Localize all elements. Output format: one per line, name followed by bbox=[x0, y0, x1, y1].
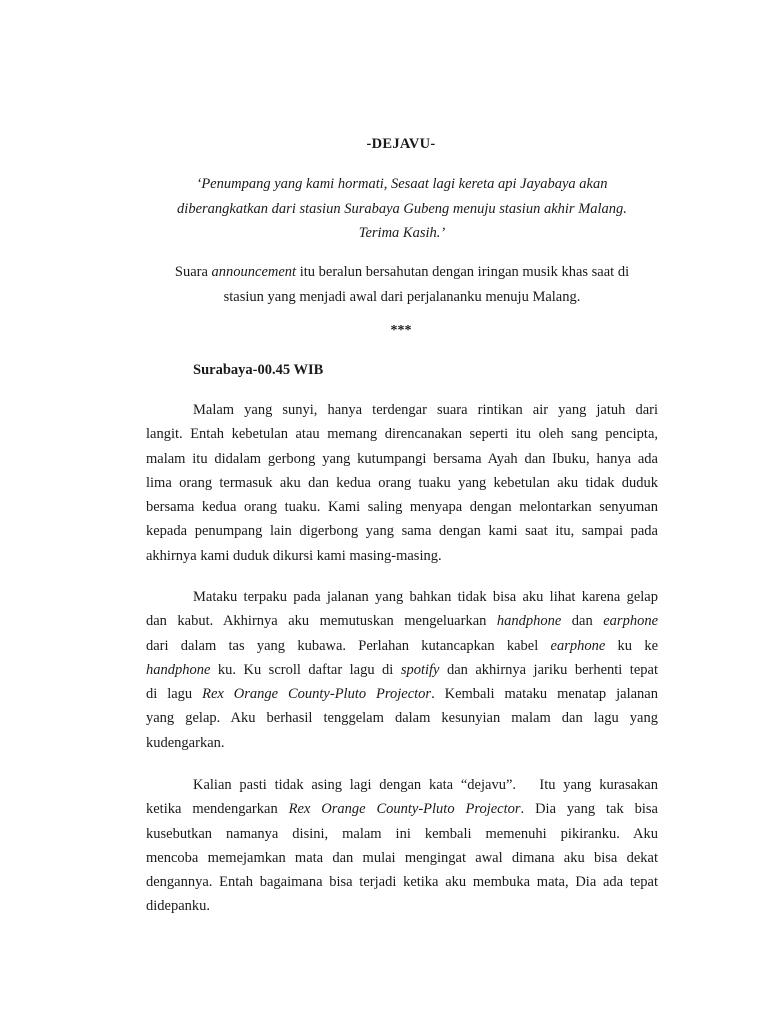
paragraph-line: Malam yang sunyi, hanya terdengar suara rintikan air yang jatuh dari bbox=[193, 402, 658, 418]
quote-line: diberangkatkan dari stasiun Surabaya Gubeng menuju stasiun akhir Malang. bbox=[177, 200, 627, 217]
italic-run: earphone bbox=[603, 613, 659, 630]
text-run: ketika mendengarkan bbox=[146, 801, 289, 818]
paragraph-line: kudengarkan. bbox=[146, 734, 225, 751]
text-run: . Kembali mataku menatap jalanan bbox=[431, 686, 658, 703]
text-run: itu beralun bersahutan dengan iringan musik khas saat di bbox=[296, 264, 630, 280]
italic-run: handphone bbox=[496, 613, 562, 630]
story-title: -DEJAVU- bbox=[366, 136, 436, 152]
text-run: dan bbox=[561, 613, 604, 630]
text-run: dari dalam tas yang kubawa. Perlahan kutancapkan kabel bbox=[146, 637, 551, 654]
text-run: Suara bbox=[174, 264, 212, 280]
paragraph-line: dengannya. Entah bagaimana bisa terjadi ketika aku membuka mata, Dia ada tepat bbox=[146, 874, 658, 891]
announcement-paragraph bbox=[146, 260, 658, 309]
section-heading: Surabaya-00.45 WIB bbox=[193, 362, 324, 378]
paragraph-2 bbox=[146, 585, 658, 755]
quote-line: ‘Penumpang yang kami hormati, Sesaat lagi kereta api Jayabaya akan bbox=[196, 176, 608, 192]
italic-run: handphone bbox=[146, 661, 211, 678]
paragraph-line: kepada penumpang lain digerbong yang sama dengan kami saat itu, sampai pada bbox=[146, 523, 658, 540]
text-run: di lagu bbox=[146, 686, 203, 703]
italic-run: spotify bbox=[400, 661, 440, 678]
paragraph-line: mencoba memejamkan mata dan mulai mengingat awal dimana aku bisa dekat bbox=[146, 849, 658, 866]
text-run: dan kabut. Akhirnya aku memutuskan mengeluarkan bbox=[146, 613, 497, 630]
paragraph-3 bbox=[146, 773, 658, 919]
section-separator: *** bbox=[390, 323, 412, 338]
text-run: . Dia yang tak bisa bbox=[520, 801, 658, 818]
paragraph-line bbox=[146, 658, 658, 682]
paragraph-line bbox=[146, 797, 658, 821]
italic-run: earphone bbox=[550, 637, 606, 654]
announcement-line: stasiun yang menjadi awal dari perjalananku menuju Malang. bbox=[223, 288, 581, 305]
paragraph-line bbox=[146, 609, 658, 633]
paragraph-line: akhirnya kami duduk dikursi kami masing-masing. bbox=[146, 547, 442, 564]
announcement-line bbox=[146, 260, 658, 285]
paragraph-line: Kalian pasti tidak asing lagi dengan kata “dejavu”. Itu yang kurasakan bbox=[193, 777, 658, 793]
italic-run: announcement bbox=[211, 264, 297, 280]
text-run: ku ke bbox=[605, 637, 658, 654]
text-run: dan akhirnya jariku berhenti tepat bbox=[439, 661, 658, 678]
quote-line: Terima Kasih.’ bbox=[358, 225, 446, 241]
italic-run: Rex Orange County-Pluto Projector bbox=[202, 686, 432, 703]
paragraph-line: malam itu didalam gerbong yang kutumpangi bersama Ayah dan Ibuku, hanya ada bbox=[146, 450, 658, 467]
paragraph-line: bersama kedua orang tuaku. Kami saling menyapa dengan melontarkan senyuman bbox=[146, 499, 658, 516]
paragraph-line: yang gelap. Aku berhasil tenggelam dalam kesunyian malam dan lagu yang bbox=[146, 710, 658, 727]
paragraph-line: didepanku. bbox=[146, 898, 211, 915]
train-announcement-quote bbox=[146, 172, 658, 246]
paragraph-line: kusebutkan namanya disini, malam ini kembali memenuhi pikiranku. Aku bbox=[146, 825, 658, 842]
paragraph-line: Mataku terpaku pada jalanan yang bahkan tidak bisa aku lihat karena gelap bbox=[193, 589, 658, 605]
paragraph-line bbox=[146, 682, 658, 706]
paragraph-line: lima orang termasuk aku dan kedua orang tuaku yang kebetulan aku tidak duduk bbox=[146, 474, 658, 491]
paragraph-1 bbox=[146, 398, 658, 568]
paragraph-line: langit. Entah kebetulan atau memang direncanakan seperti itu oleh sang pencipta, bbox=[146, 426, 658, 443]
paragraph-line bbox=[146, 634, 658, 658]
text-run: ku. Ku scroll daftar lagu di bbox=[210, 661, 401, 678]
italic-run: Rex Orange County-Pluto Projector bbox=[288, 801, 521, 818]
